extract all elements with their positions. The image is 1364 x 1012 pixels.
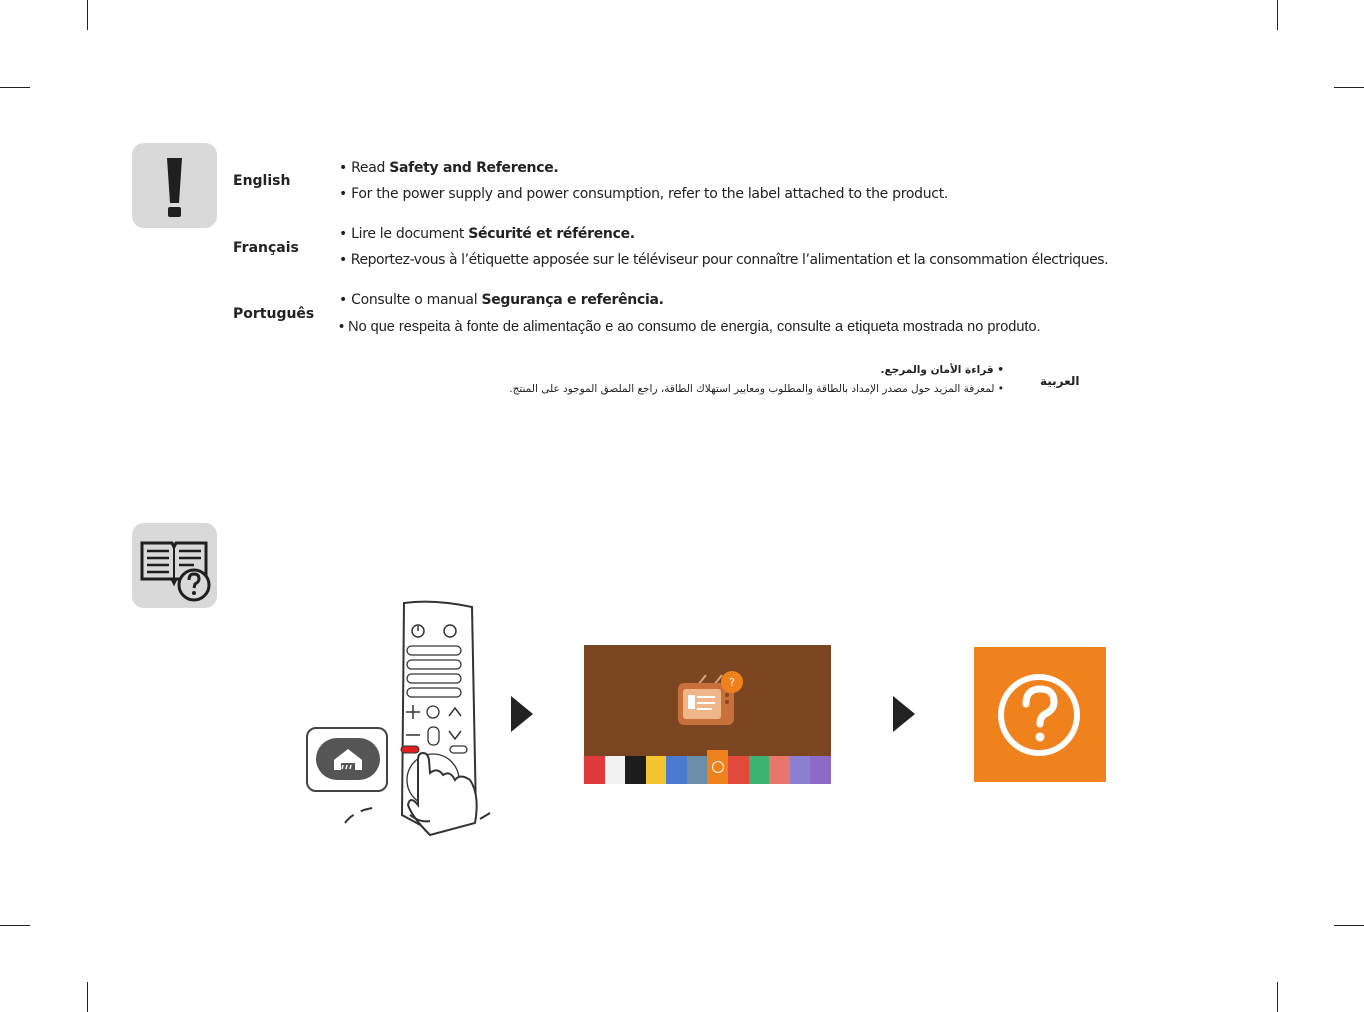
english-read-line — [339, 160, 558, 176]
app-tile — [625, 756, 646, 784]
question-icon — [974, 647, 1106, 782]
app-tile — [810, 756, 831, 784]
app-tile — [790, 756, 811, 784]
remote-control-icon — [300, 595, 500, 845]
english-doc-title: Safety and Reference. — [389, 160, 559, 176]
crop-mark — [1334, 925, 1364, 926]
french-read-line — [339, 226, 635, 242]
crop-mark — [0, 87, 30, 88]
portuguese-read-line — [339, 292, 664, 308]
crop-mark — [1334, 87, 1364, 88]
language-label-portuguese: Português — [233, 306, 315, 322]
tv-home-screen — [584, 645, 831, 784]
crop-mark — [1277, 982, 1278, 1012]
portuguese-doc-title: Segurança e referência. — [481, 292, 664, 308]
language-label-french: Français — [233, 240, 299, 256]
crop-mark — [1277, 0, 1278, 30]
app-tile — [749, 756, 770, 784]
language-label-arabic: العربية — [1040, 374, 1080, 388]
arabic-read-line: • قراءة الأمان والمرجع. — [880, 364, 1004, 376]
crop-mark — [0, 925, 30, 926]
crop-mark — [87, 0, 88, 30]
help-tile — [974, 647, 1106, 782]
portuguese-power-line: • No que respeita à fonte de alimentação e ao consumo de energia, consulte a etiqueta mostrada no produto. — [339, 319, 1041, 335]
app-tile — [769, 756, 790, 784]
next-step-arrow — [893, 696, 915, 732]
exclamation-icon — [132, 143, 217, 228]
french-doc-title: Sécurité et référence. — [468, 226, 635, 242]
language-label-english: English — [233, 173, 291, 189]
english-read-prefix: • Read — [339, 160, 390, 176]
crop-mark — [87, 982, 88, 1012]
help-app-icon — [712, 761, 724, 773]
app-tile — [605, 756, 626, 784]
book-help-icon — [132, 523, 217, 608]
next-step-arrow — [511, 696, 533, 732]
portuguese-read-prefix: • Consulte o manual — [339, 292, 482, 308]
app-tile-bar — [584, 756, 831, 784]
app-tile — [646, 756, 667, 784]
app-tile — [728, 756, 749, 784]
french-read-prefix: • Lire le document — [339, 226, 469, 242]
english-power-line: • For the power supply and power consumption, refer to the label attached to the product. — [339, 186, 949, 202]
arabic-power-line: • لمعرفة المزيد حول مصدر الإمداد بالطاقة والمطلوب ومعايير استهلاك الطاقة، راجع الملصق الموجود على المنتج. — [509, 383, 1004, 395]
home-button-callout — [306, 727, 388, 792]
svg-text:?: ? — [729, 676, 735, 689]
app-tile — [666, 756, 687, 784]
app-tile — [584, 756, 605, 784]
french-power-line: • Reportez-vous à l’étiquette apposée sur le téléviseur pour connaître l’alimentation et la consommation électriques. — [339, 252, 1109, 268]
home-icon — [316, 738, 380, 780]
app-tile — [707, 750, 728, 784]
app-tile — [687, 756, 708, 784]
